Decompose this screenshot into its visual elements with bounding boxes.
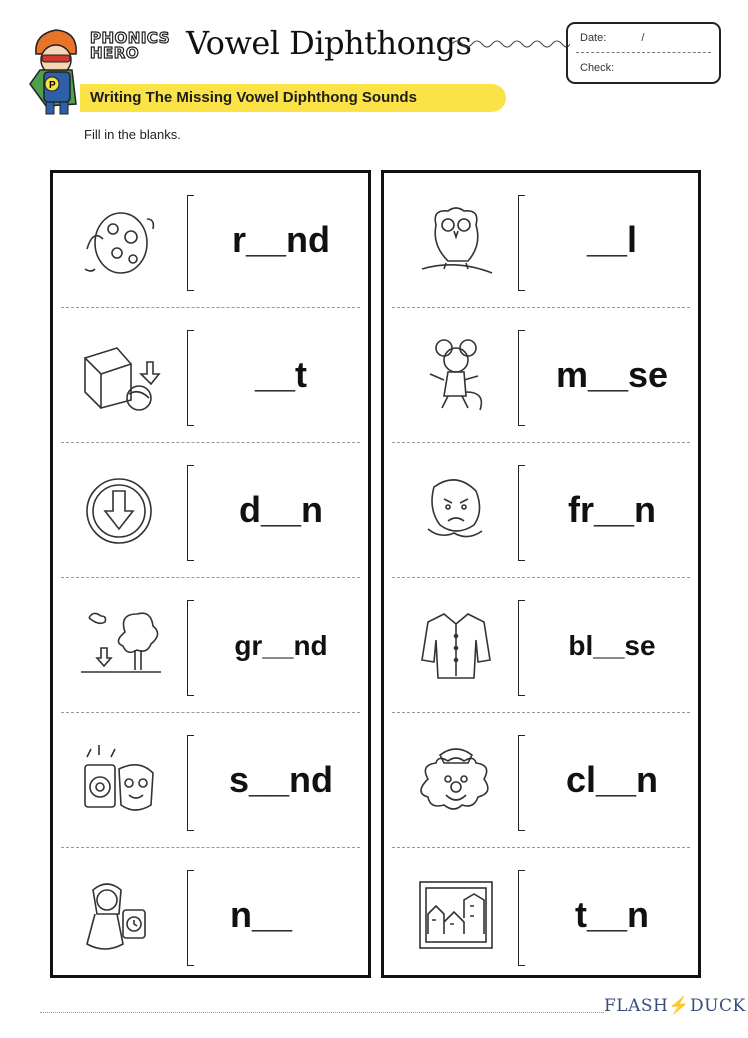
subtitle-text: Writing The Missing Vowel Diphthong Sounds bbox=[90, 89, 417, 106]
page-title: Vowel Diphthongs bbox=[186, 24, 472, 62]
word-blank: t__n bbox=[574, 894, 650, 935]
word-blank: fr__n bbox=[567, 489, 657, 530]
bracket-divider bbox=[518, 330, 526, 426]
date-label: Date: / bbox=[580, 32, 645, 44]
date-check-box bbox=[566, 22, 721, 84]
sound-speaker-icon bbox=[77, 739, 161, 823]
word-cell bbox=[384, 308, 698, 443]
logo-part-2: DUCK bbox=[690, 996, 746, 1016]
phonics-hero-mascot-icon bbox=[26, 24, 88, 116]
frown-face-icon bbox=[414, 469, 498, 553]
brand-wordmark bbox=[90, 31, 182, 61]
word-blank: __t bbox=[254, 354, 308, 395]
word-cell bbox=[53, 173, 368, 308]
squiggle-decoration bbox=[452, 36, 570, 52]
down-arrow-icon bbox=[77, 469, 161, 553]
word-blank: bl__se bbox=[568, 630, 656, 661]
bracket-divider bbox=[187, 465, 195, 561]
word-blank: cl__n bbox=[565, 759, 659, 800]
bracket-divider bbox=[187, 600, 195, 696]
now-clock-icon bbox=[77, 874, 161, 958]
word-cell bbox=[384, 443, 698, 578]
bracket-divider bbox=[187, 195, 195, 291]
round-ball-icon bbox=[77, 199, 161, 283]
word-cell bbox=[384, 848, 698, 983]
bracket-divider bbox=[518, 870, 526, 966]
footer-dotted-line bbox=[40, 1012, 604, 1013]
word-blank: d__n bbox=[238, 489, 324, 530]
word-cell bbox=[384, 173, 698, 308]
word-cell bbox=[53, 713, 368, 848]
word-blank: gr__nd bbox=[234, 630, 328, 661]
word-blank: r__nd bbox=[231, 219, 331, 260]
word-cell bbox=[384, 713, 698, 848]
check-label: Check: bbox=[580, 62, 615, 74]
bracket-divider bbox=[518, 735, 526, 831]
word-cell bbox=[384, 578, 698, 713]
flashduck-logo bbox=[604, 996, 746, 1016]
word-blank: m__se bbox=[555, 354, 669, 395]
blouse-icon bbox=[414, 604, 498, 688]
word-blank: __l bbox=[586, 219, 638, 260]
bracket-divider bbox=[187, 330, 195, 426]
word-cell bbox=[53, 308, 368, 443]
town-picture-icon bbox=[414, 874, 498, 958]
word-blank: s__nd bbox=[228, 759, 334, 800]
bracket-divider bbox=[518, 465, 526, 561]
left-word-panel bbox=[50, 170, 371, 978]
subtitle-banner bbox=[80, 84, 506, 112]
right-word-panel bbox=[381, 170, 701, 978]
ground-tree-icon bbox=[77, 604, 161, 688]
lightning-bolt-icon: ⚡ bbox=[668, 996, 691, 1016]
date-separator: / bbox=[641, 32, 645, 44]
clown-icon bbox=[414, 739, 498, 823]
word-cell bbox=[53, 443, 368, 578]
bracket-divider bbox=[518, 600, 526, 696]
logo-part-1: FLASH bbox=[604, 996, 669, 1016]
word-cell bbox=[53, 848, 368, 983]
datebox-divider bbox=[576, 52, 711, 53]
word-cell bbox=[53, 578, 368, 713]
brand-line-2: HERO bbox=[90, 44, 140, 62]
out-of-box-icon bbox=[77, 334, 161, 418]
bracket-divider bbox=[518, 195, 526, 291]
bracket-divider bbox=[187, 870, 195, 966]
mouse-icon bbox=[414, 334, 498, 418]
brand-line-1: PHONICS bbox=[90, 29, 171, 47]
svg-text:P: P bbox=[49, 80, 56, 91]
owl-icon bbox=[414, 199, 498, 283]
bracket-divider bbox=[187, 735, 195, 831]
word-blank: n__ bbox=[229, 894, 293, 935]
instruction-text: Fill in the blanks. bbox=[84, 127, 181, 142]
